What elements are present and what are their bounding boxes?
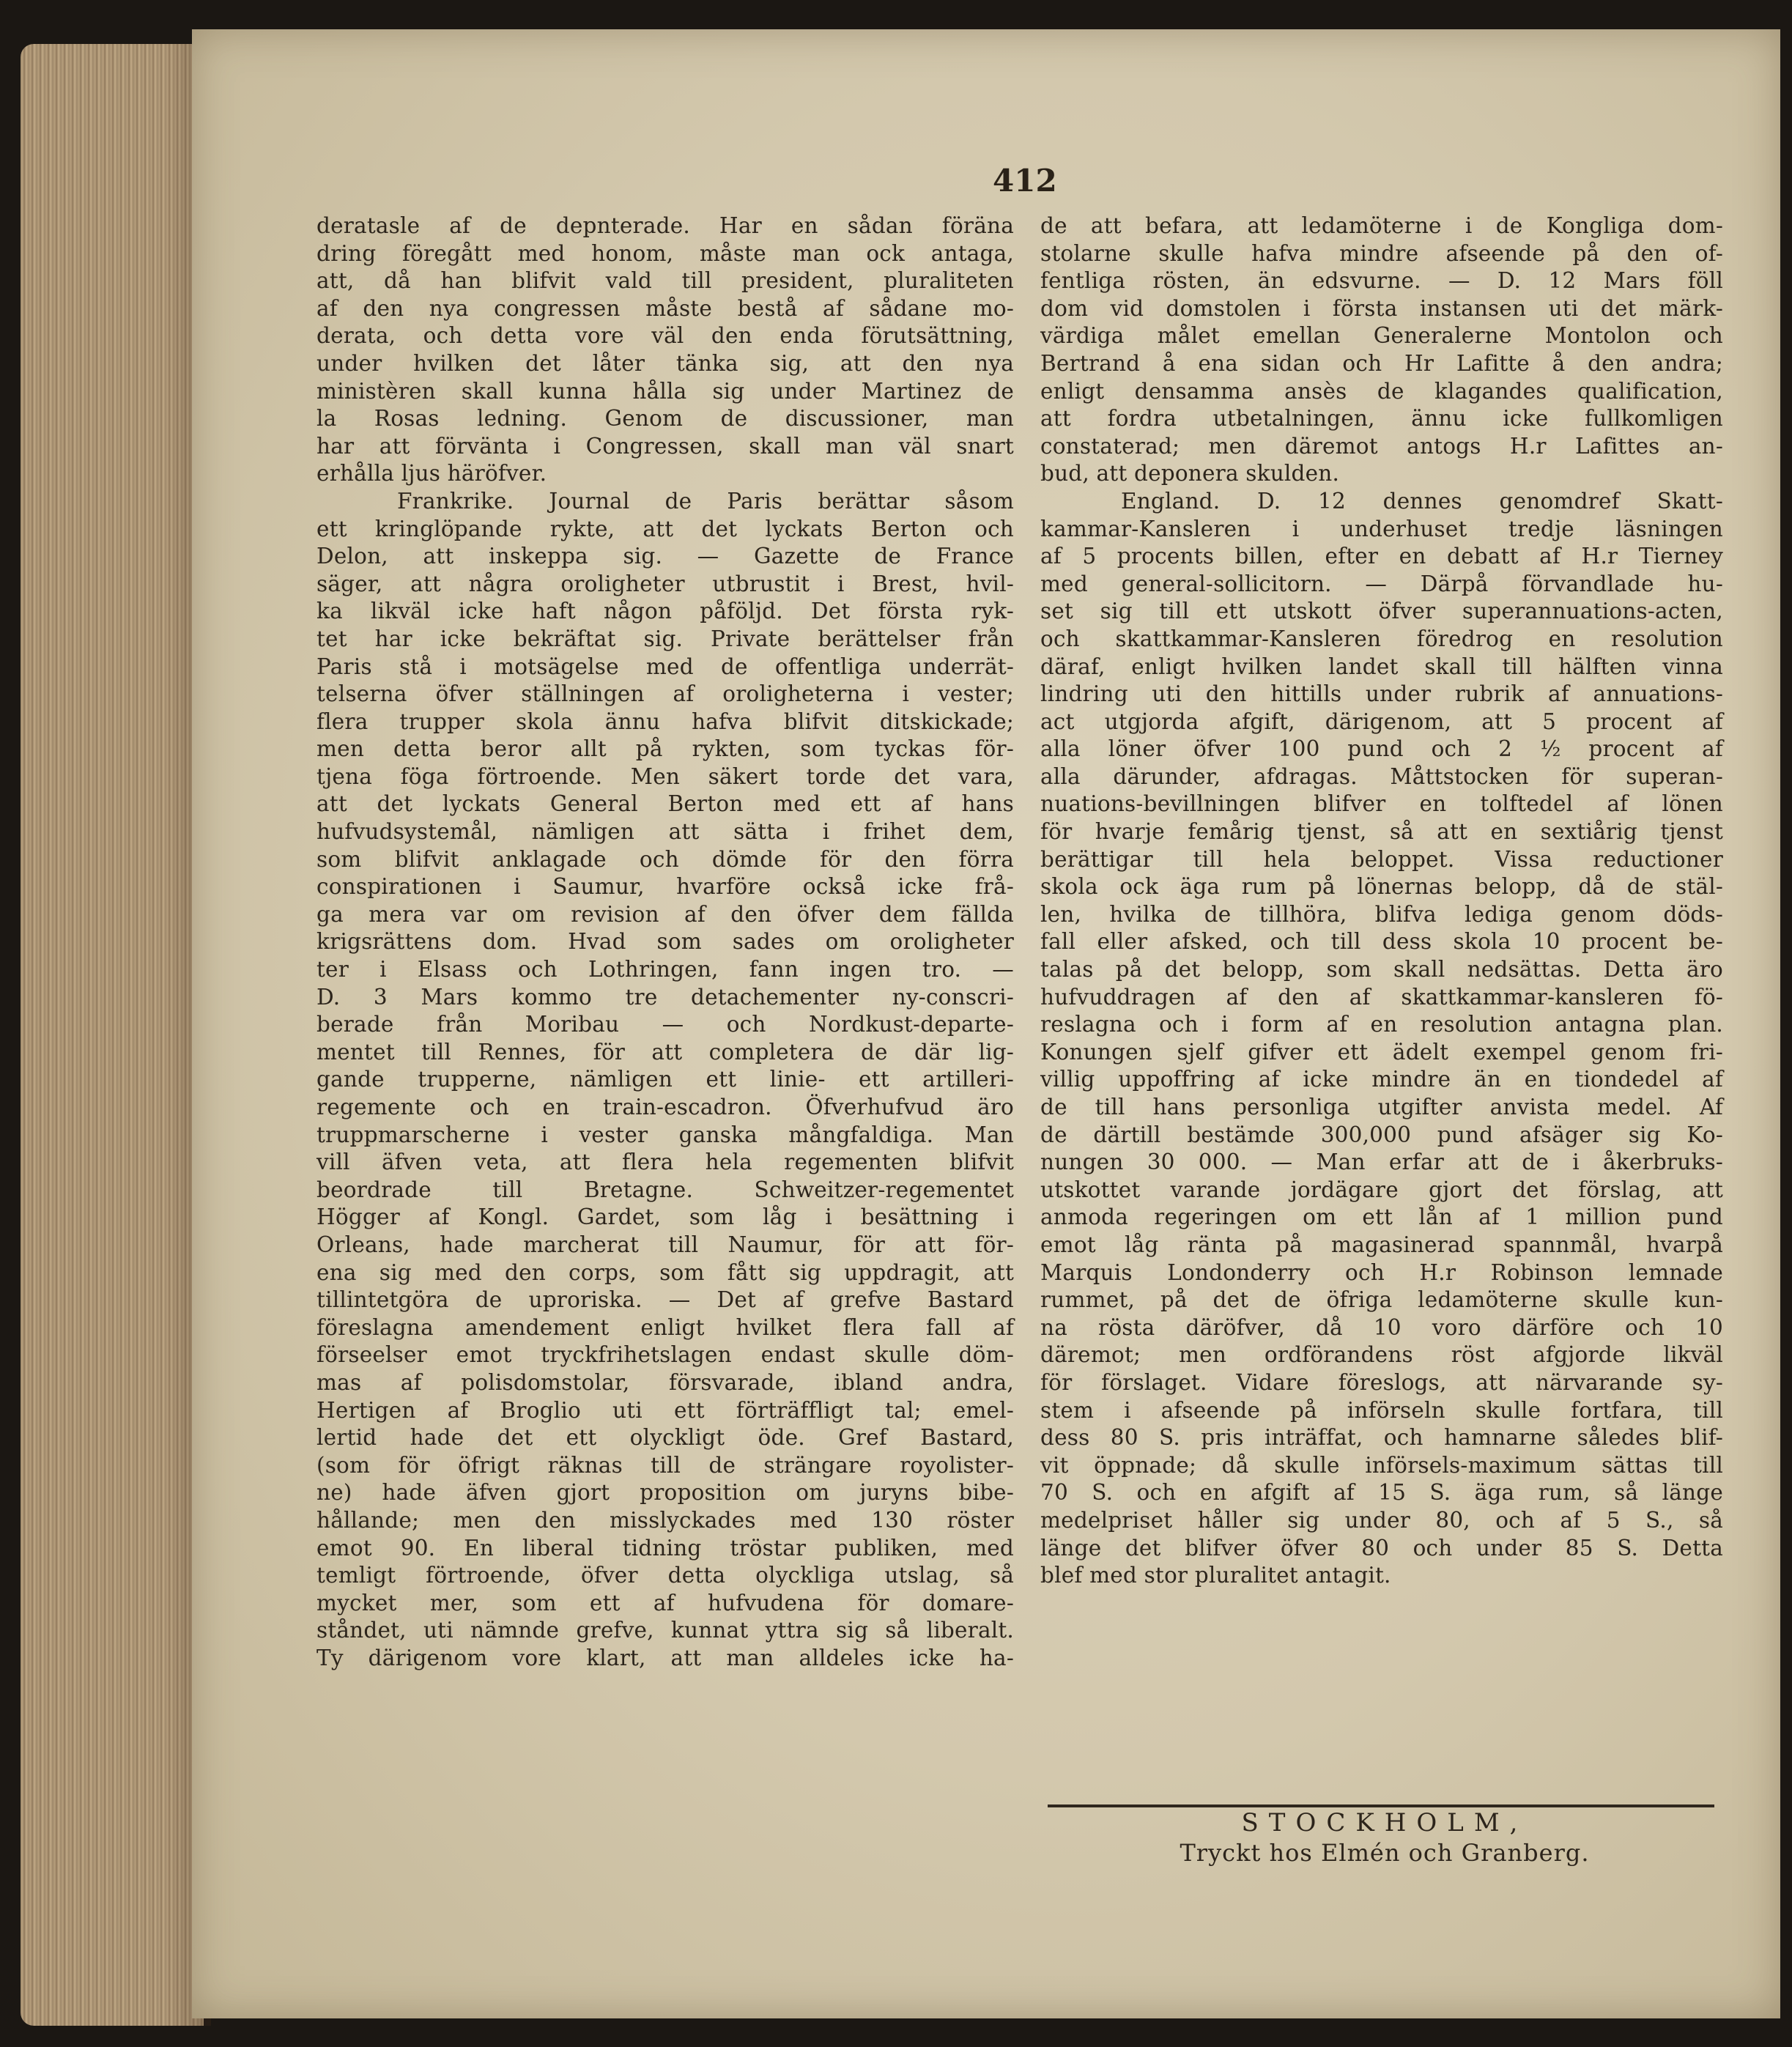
text-line: stolarne skulle hafva mindre afseende på den of- [1040,240,1723,266]
text-line: af den nya congressen måste bestå af sådane mo- [316,295,1014,321]
text-line: villig uppoffring af icke mindre än en tiondedel af [1040,1067,1723,1092]
text-line: emot 90. En liberal tidning tröstar publiken, med [316,1535,1014,1561]
text-line: tjena föga förtroende. Men säkert torde det vara, [316,763,1014,789]
text-line: reslagna och i form af en resolution antagna plan. [1040,1012,1723,1037]
text-line: ter i Elsass och Lothringen, fann ingen tro. — [316,957,1014,982]
text-line: mycket mer, som ett af hufvudena för domare- [316,1590,1014,1615]
text-line: hållande; men den misslyckades med 130 röster [316,1507,1014,1533]
text-line: ena sig med den corps, som fått sig uppdragit, att [316,1259,1014,1285]
text-line: talas på det belopp, som skall nedsättas. Detta äro [1040,957,1723,982]
text-line: (som för öfrigt räknas till de strängare royolister- [316,1452,1014,1478]
text-line: emot låg ränta på magasinerad spannmål, hvarpå [1040,1232,1723,1257]
text-line: Frankrike. Journal de Paris berättar såsom [397,488,1014,514]
text-line: hufvuddragen af den af skattkammar-kansleren fö- [1040,984,1723,1010]
text-line: mas af polisdomstolar, försvarade, ibland andra, [316,1369,1014,1395]
text-line: förseelser emot tryckfrihetslagen endast skulle döm- [316,1342,1014,1368]
text-line: beordrade till Bretagne. Schweitzer-regementet [316,1177,1014,1202]
text-line: tet har icke bekräftat sig. Private berättelser från [316,626,1014,651]
text-line: ministèren skall kunna hålla sig under Martinez de [316,378,1014,404]
text-line: na rösta däröfver, då 10 voro därföre och 10 [1040,1314,1723,1340]
text-line: temligt förtroende, öfver detta olyckliga utslag, så [316,1563,1014,1588]
text-line: ett kringlöpande rykte, att det lyckats Berton och [316,516,1014,541]
text-line: säger, att några oroligheter utbrustit i Brest, hvil- [316,571,1014,596]
text-line: af 5 procents billen, efter en debatt af H.r Tierney [1040,544,1723,569]
text-line: hufvudsystemål, nämligen att sätta i frihet dem, [316,819,1014,845]
text-line: Hertigen af Broglio uti ett förträffligt tal; emel- [316,1397,1014,1423]
text-line: de till hans personliga utgifter anvista medel. Af [1040,1095,1723,1119]
text-line: vill äfven veta, att flera hela regementen blifvit [316,1150,1014,1175]
text-line: la Rosas ledning. Genom de discussioner, man [316,406,1014,432]
text-line: under hvilken det låter tänka sig, att den nya [316,350,1014,376]
text-line: Orleans, hade marcherat till Naumur, för att för- [316,1232,1014,1257]
text-line: act utgjorda afgift, därigenom, att 5 procent af [1040,708,1723,734]
imprint-city: STOCKHOLM, [1241,1808,1528,1837]
text-line: erhålla ljus häröfver. [316,461,547,486]
text-line: värdiga målet emellan Generalerne Montolon och [1040,323,1723,349]
left-text-column [316,212,1014,1672]
text-line: de därtill bestämde 300,000 pund afsäger sig Ko- [1040,1122,1723,1147]
text-line: anmoda regeringen om ett lån af 1 million pund [1040,1204,1723,1230]
text-line: derata, och detta vore väl den enda förutsättning, [316,323,1014,349]
text-line: utskottet varande jordägare gjort det förslag, att [1040,1177,1723,1202]
text-line: Paris stå i motsägelse med de offentliga underrät- [316,654,1014,679]
text-line: fentliga rösten, än edsvurne. — D. 12 Mars föll [1040,268,1723,294]
text-line: len, hvilka de tillhöra, blifva lediga genom döds- [1040,901,1723,927]
text-line: 70 S. och en afgift af 15 S. äga rum, så länge [1040,1480,1723,1506]
text-line: Bertrand å ena sidan och Hr Lafitte å den andra; [1040,350,1723,376]
text-line: enligt densamma ansès de klagandes qualification, [1040,378,1723,404]
text-line: har att förvänta i Congressen, skall man väl snart [316,433,1014,459]
text-line: berade från Moribau — och Nordkust-departe- [316,1012,1014,1037]
text-line: England. D. 12 dennes genomdref Skatt- [1121,488,1723,514]
text-line: dring föregått med honom, måste man ock antaga, [316,240,1014,266]
text-line: Högger af Kongl. Gardet, som låg i besättning i [316,1204,1014,1230]
text-line: nuations-bevillningen blifver en tolftedel af lönen [1040,791,1723,817]
text-line: berättigar till hela beloppet. Vissa reductioner [1040,846,1723,872]
text-line: regemente och en train-escadron. Öfverhufvud äro [316,1095,1014,1119]
text-line: nungen 30 000. — Man erfar att de i åkerbruks- [1040,1150,1723,1175]
text-line: dom vid domstolen i första instansen uti det märk- [1040,295,1723,321]
text-line: ne) hade äfven gjort proposition om juryns bibe- [316,1480,1014,1506]
text-line: lertid hade det ett olyckligt öde. Gref Bastard, [316,1425,1014,1451]
text-line: vit öppnade; då skulle införsels-maximum sättas till [1040,1452,1723,1478]
text-line: gande trupperne, nämligen ett linie- ett artilleri- [316,1067,1014,1092]
text-line: truppmarscherne i vester ganska mångfaldiga. Man [316,1122,1014,1147]
text-line: D. 3 Mars kommo tre detachementer ny-conscri- [316,984,1014,1010]
text-line: och skattkammar-Kansleren föredrog en resolution [1040,626,1723,651]
text-line: att fordra utbetalningen, ännu icke fullkomligen [1040,406,1723,432]
text-line: Marquis Londonderry och H.r Robinson lemnade [1040,1259,1723,1285]
text-line: för hvarje femårig tjenst, så att en sextiårig tjenst [1040,819,1723,845]
text-line: set sig till ett utskott öfver superannuations-acten, [1040,599,1723,624]
text-line: deratasle af de depnterade. Har en sådan föräna [316,213,1014,238]
text-line: ga mera var om revision af den öfver dem fällda [316,901,1014,927]
text-line: Ty därigenom vore klart, att man alldeles icke ha- [316,1645,1014,1670]
text-line: alla löner öfver 100 pund och 2 ½ procent af [1040,736,1723,762]
text-line: däremot; men ordförandens röst afgjorde likväl [1040,1342,1723,1368]
text-line: Delon, att inskeppa sig. — Gazette de France [316,544,1014,569]
text-line: constaterad; men däremot antogs H.r Lafittes an- [1040,433,1723,459]
text-line: för förslaget. Vidare föreslogs, att närvarande sy- [1040,1369,1723,1395]
text-line: länge det blifver öfver 80 och under 85 S. Detta [1040,1535,1723,1561]
text-line: med general-sollicitorn. — Därpå förvandlade hu- [1040,571,1723,596]
text-line: Konungen sjelf gifver ett ädelt exempel genom fri- [1040,1039,1723,1065]
text-line: rummet, på det de öfriga ledamöterne skulle kun- [1040,1287,1723,1313]
text-line: att, då han blifvit vald till president, pluraliteten [316,268,1014,294]
text-line: blef med stor pluralitet antagit. [1040,1563,1391,1588]
text-line: lindring uti den hittills under rubrik af annuations- [1040,681,1723,707]
text-line: föreslagna amendement enligt hvilket flera fall af [316,1314,1014,1340]
text-line: medelpriset håller sig under 80, och af 5 S., så [1040,1507,1723,1533]
text-line: men detta beror allt på rykten, som tyckas för- [316,736,1014,762]
text-line: tillintetgöra de uproriska. — Det af grefve Bastard [316,1287,1014,1313]
text-line: att det lyckats General Berton med ett af hans [316,791,1014,817]
text-line: krigsrättens dom. Hvad som sades om oroligheter [316,929,1014,955]
text-line: bud, att deponera skulden. [1040,461,1340,486]
text-line: fall eller afsked, och till dess skola 10 procent be- [1040,929,1723,955]
text-line: ståndet, uti nämnde grefve, kunnat yttra sig så liberalt. [316,1618,1014,1643]
text-line: kammar-Kansleren i underhuset tredje läsningen [1040,516,1723,541]
text-line: telserna öfver ställningen af oroligheterna i vester; [316,681,1014,707]
right-text-column [1040,212,1723,1590]
text-line: mentet till Rennes, för att completera de där lig- [316,1039,1014,1065]
text-line: dess 80 S. pris inträffat, och hamnarne således blif- [1040,1425,1723,1451]
text-line: de att befara, att ledamöterne i de Kongliga dom- [1040,213,1723,238]
text-line: ka likväl icke haft någon påföljd. Det första ryk- [316,599,1014,624]
text-line: conspirationen i Saumur, hvarföre också icke frå- [316,874,1014,900]
text-line: alla därunder, afdragas. Måttstocken för superan- [1040,763,1723,789]
text-line: däraf, enligt hvilken landet skall till hälften vinna [1040,654,1723,679]
text-line: stem i afseende på införseln skulle fortfara, till [1040,1397,1723,1423]
imprint-printer: Tryckt hos Elmén och Granberg. [1180,1839,1590,1867]
imprint-divider [1048,1804,1714,1807]
page-number: 412 [993,163,1057,199]
text-line: som blifvit anklagade och dömde för den förra [316,846,1014,872]
text-line: flera trupper skola ännu hafva blifvit ditskickade; [316,708,1014,734]
text-line: skola ock äga rum på lönernas belopp, då de stäl- [1040,874,1723,900]
